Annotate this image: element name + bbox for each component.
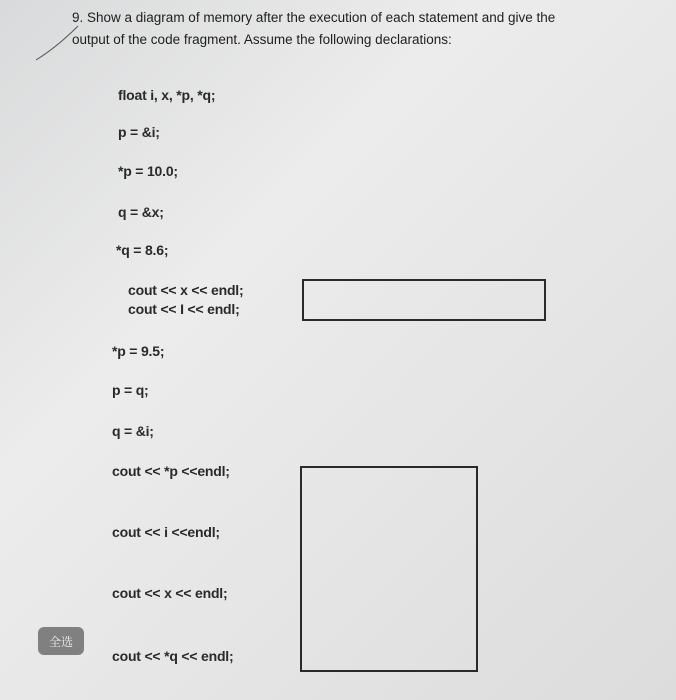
question-line-1: 9. Show a diagram of memory after the execution of each statement and give the <box>72 10 556 25</box>
statement-deref-q-8-6: *q = 8.6; <box>116 242 169 258</box>
answer-box-1 <box>302 279 546 321</box>
statement-deref-p-10: *p = 10.0; <box>118 163 178 179</box>
output-line-I: cout << I << endl; <box>128 301 240 317</box>
statement-p-addr-i: p = &i; <box>118 124 160 140</box>
statement-q-addr-x: q = &x; <box>118 204 164 220</box>
statement-deref-p-9-5: *p = 9.5; <box>112 343 165 359</box>
question-line-2: output of the code fragment. Assume the following declarations: <box>72 32 452 47</box>
output-line-i: cout << i <<endl; <box>112 524 220 540</box>
output-line-deref-p: cout << *p <<endl; <box>112 463 230 479</box>
statement-p-equals-q: p = q; <box>112 382 149 398</box>
output-line-deref-q: cout << *q << endl; <box>112 648 234 664</box>
answer-box-2 <box>300 466 478 672</box>
declaration-line: float i, x, *p, *q; <box>118 87 216 103</box>
statement-q-addr-i: q = &i; <box>112 423 154 439</box>
select-all-button[interactable]: 全选 <box>38 627 84 655</box>
output-line-x-2: cout << x << endl; <box>112 585 228 601</box>
output-line-x: cout << x << endl; <box>128 282 244 298</box>
